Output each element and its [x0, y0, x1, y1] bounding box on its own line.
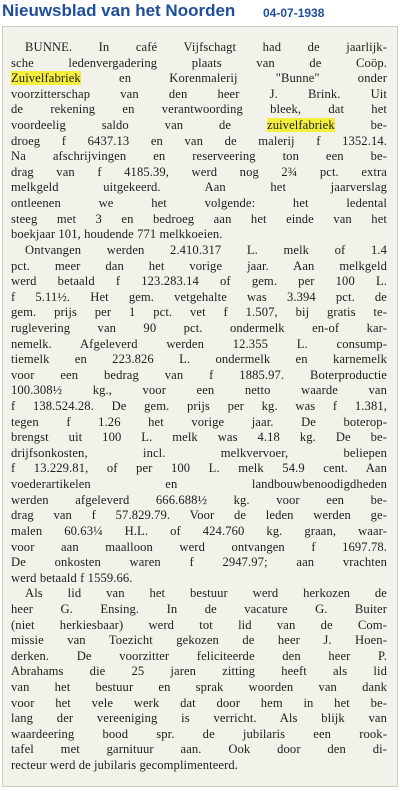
- article-line: missie van Toezicht gekozen de heer J. Hoen-: [11, 633, 387, 648]
- article-line: drag van f 4185.39, werd nog 2¾ pct. extra: [11, 164, 387, 179]
- article-line: voorzitterschap van den heer J. Brink. Uit: [11, 86, 387, 101]
- article-line: Abrahams die 25 jaren zitting heeft als lid: [11, 664, 387, 679]
- article-line: Na afschrijvingen en reserveering ton een be-: [11, 149, 387, 164]
- article-line: melkgeld uitgekeerd. Aan het jaarverslag: [11, 180, 387, 195]
- article-line: f 138.524.28. De gem. prijs per kg. was f 1.381,: [11, 399, 387, 414]
- article-line: recteur werd de jubilaris gecomplimenteerd.: [11, 758, 239, 773]
- article-line: werd betaald f 1559.66.: [11, 570, 133, 585]
- article-line: Zuivelfabriek en Korenmalerij "Bunne" onder: [11, 71, 387, 86]
- article-line: voederartikelen en landbouwbenoodigdheden: [11, 477, 387, 492]
- article-line: droeg f 6437.13 en van de malerij f 1352.14.: [11, 133, 387, 148]
- article-line: van het bestuur en sprak woorden van dank: [11, 679, 387, 694]
- search-highlight: Zuivelfabriek: [11, 71, 81, 86]
- article-body: [11, 40, 387, 774]
- article-line: malen 60.63¼ H.L. of 424.760 kg. graan, waar-: [11, 523, 387, 538]
- article-line: f 5.11½. Het gem. vetgehalte was 3.394 pct. de: [11, 289, 387, 304]
- article-line: nemelk. Afgeleverd werden 12.355 L. consump-: [11, 336, 387, 351]
- article-line: Ontvangen werden 2.410.317 L. melk of 1.4: [25, 242, 387, 257]
- article-line: heer G. Ensing. In de vacature G. Buiter: [11, 601, 387, 616]
- article-line: f 13.229.81, of per 100 L. melk 54.9 cent. Aan: [11, 461, 387, 476]
- header-bar: [0, 0, 400, 26]
- article-line: werd betaald f 123.283.14 of gem. per 100 L.: [11, 274, 387, 289]
- search-highlight: zuivelfabriek: [267, 118, 335, 133]
- article-line: drag van f 57.829.79. Voor de leden werden ge-: [11, 508, 387, 523]
- article-line: tegen f 1.26 het vorige jaar. De boterop-: [11, 414, 387, 429]
- article-line: steeg met 3 en bedroeg aan het einde van het: [11, 211, 387, 226]
- newspaper-clipping: [2, 26, 398, 787]
- article-line: voor een bedrag van f 1885.97. Boterproductie: [11, 367, 387, 382]
- article-line: waardeering bood spr. de jubilaris een rook-: [11, 726, 387, 741]
- article-line: 100.308½ kg., voor een netto waarde van: [11, 383, 387, 398]
- article-line: boekjaar 101, houdende 771 melkkoeien.: [11, 227, 223, 242]
- newspaper-title: Nieuwsblad van het Noorden: [2, 1, 236, 20]
- article-line: pct. meer dan het vorige jaar. Aan melkgeld: [11, 258, 387, 273]
- article-line: werden afgeleverd 666.688½ kg. voor een be-: [11, 492, 387, 507]
- article-line: ruglevering van 90 pct. ondermelk en-of kar-: [11, 320, 387, 335]
- article-line: voor aan maalloon werd ontvangen f 1697.78.: [11, 539, 387, 554]
- article-line: lang der vereeniging is verricht. Als blijk van: [11, 711, 387, 726]
- article-line: Als lid van het bestuur werd herkozen de: [25, 586, 387, 601]
- article-line: sche ledenvergadering plaats van de Coöp.: [11, 55, 387, 70]
- article-line: BUNNE. In café Vijfschagt had de jaarlijk-: [25, 40, 387, 54]
- article-line: tiemelk en 223.826 L. ondermelk en karnemelk: [11, 352, 387, 367]
- article-line: tafel met garnituur aan. Ook door den di-: [11, 742, 387, 757]
- article-line: voor het vele werk dat door hem in het be-: [11, 695, 387, 710]
- article-line: gem. prijs per 1 pct. vet f 1.507, bij gratis te-: [11, 305, 387, 320]
- article-line: voordeelig saldo van de zuivelfabriek be-: [11, 118, 387, 133]
- article-line: De onkosten waren f 2947.97; aan vrachten: [11, 555, 387, 570]
- publication-date: 04-07-1938: [263, 6, 325, 20]
- article-line: ontleenen we het volgende: het ledental: [11, 196, 387, 211]
- article-line: (niet herkiesbaar) werd tot lid van de Com-: [11, 617, 387, 632]
- article-line: de rekening en verantwoording bleek, dat het: [11, 102, 387, 117]
- article-line: brengst uit 100 L. melk was 4.18 kg. De be-: [11, 430, 387, 445]
- article-line: derken. De voorzitter feliciteerde den heer P.: [11, 648, 387, 663]
- article-line: drijfsonkosten, incl. melkvervoer, beliepen: [11, 445, 387, 460]
